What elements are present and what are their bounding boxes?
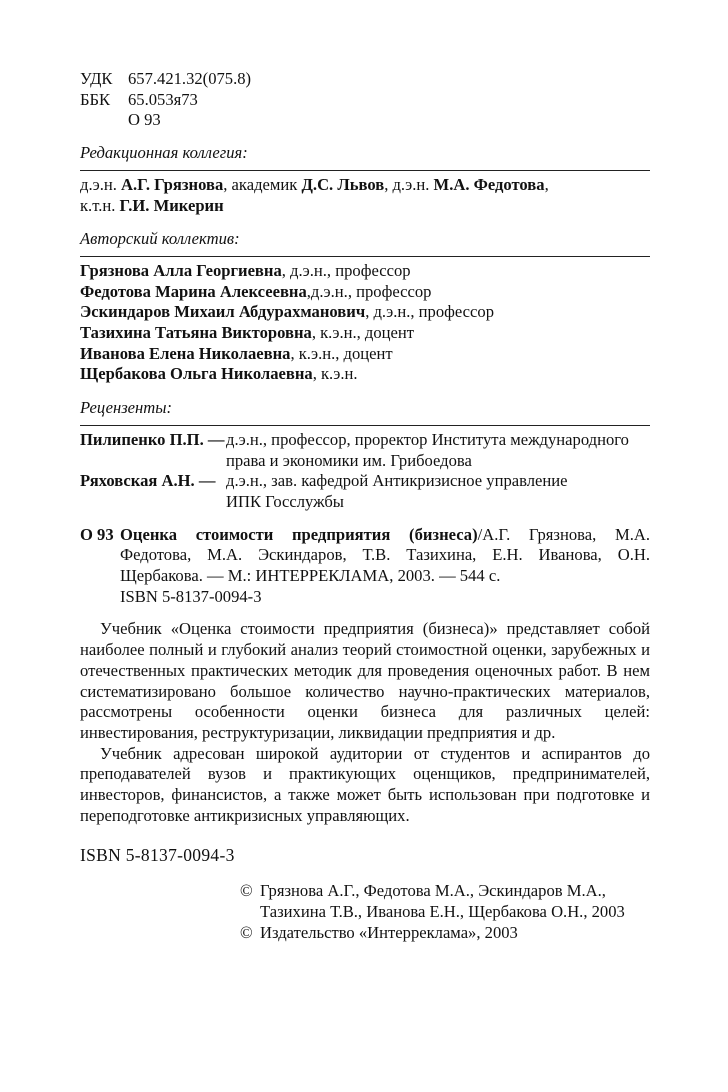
copyright-text bbox=[260, 923, 650, 944]
record-authors-imprint: /А.Г. Грязнова, М.А. Федотова, М.А. Эскиндаров, Т.В. Тазихина, Е.Н. Иванова, О.Н. Щербакова. — М.: ИНТЕРРЕКЛАМА, 2003. — 544 с. bbox=[120, 524, 650, 586]
editorial-member: Д.С. Львов bbox=[301, 174, 385, 194]
author-item bbox=[80, 364, 650, 385]
editorial-board bbox=[80, 175, 650, 216]
reviewer-affiliation bbox=[226, 471, 650, 512]
udk-label: УДК bbox=[80, 69, 113, 88]
editorial-line-2 bbox=[80, 196, 650, 217]
editorial-degree: , академик bbox=[223, 174, 302, 194]
copyright-line: Грязнова А.Г., Федотова М.А., Эскиндаров М.А., bbox=[260, 881, 606, 901]
author-item bbox=[80, 323, 650, 344]
authors-list bbox=[80, 261, 650, 385]
author-title: , к.э.н., доцент bbox=[290, 343, 393, 363]
reviewer-name: Ряховская А.Н. — bbox=[80, 471, 216, 491]
copyright-block bbox=[240, 881, 650, 943]
reviewer-item bbox=[80, 471, 650, 512]
editorial-member: Г.И. Микерин bbox=[119, 195, 224, 215]
reviewer-affiliation-line: ИПК Госслужбы bbox=[226, 491, 344, 511]
copyright-line: Тазихина Т.В., Иванова Е.Н., Щербакова О.Н., 2003 bbox=[260, 901, 625, 921]
reviewers-list bbox=[80, 430, 650, 513]
editorial-heading: Редакционная коллегия: bbox=[80, 143, 248, 163]
editorial-line-1 bbox=[80, 175, 650, 196]
copyright-item bbox=[240, 923, 650, 944]
divider bbox=[80, 425, 650, 426]
reviewer-affiliation-line: д.э.н., зав. кафедрой Антикризисное управление bbox=[226, 471, 568, 491]
annotation-paragraph: Учебник адресован широкой аудитории от студентов и аспирантов до преподавателей вузов и практикующих оценщиков, предпринимателей, инвесторов, финансистов, а также может быть использован при подготовке и переподготовке антикризисных управляющих. bbox=[80, 743, 650, 825]
udk-value: 657.421.32(075.8) bbox=[128, 69, 252, 88]
author-item bbox=[80, 282, 650, 303]
bbk-row bbox=[80, 90, 650, 111]
reviewer-affiliation-line: права и экономики им. Грибоедова bbox=[226, 450, 472, 470]
bibliographic-record bbox=[80, 525, 650, 608]
reviewer-item bbox=[80, 430, 650, 471]
divider bbox=[80, 256, 650, 257]
author-title: , д.э.н., профессор bbox=[281, 260, 411, 280]
author-name: Эскиндаров Михаил Абдурахманович bbox=[80, 302, 366, 322]
annotation-paragraph: Учебник «Оценка стоимости предприятия (бизнеса)» представляет собой наиболее полный и глубокий анализ теорий стоимостной оценки, зарубежных и отечественных практических методик для проведения оценочных работ. В нем систематизировано большое количество научно-практических материалов, рассмотрены особенности оценки бизнеса для различных целей: инвестирования, реструктуризации, ликвидации предприятия и др. bbox=[80, 619, 650, 742]
record-isbn: ISBN 5-8137-0094-3 bbox=[120, 586, 262, 606]
reviewer-name: Пилипенко П.П. — bbox=[80, 429, 225, 449]
editorial-degree: к.т.н. bbox=[80, 195, 120, 215]
author-item bbox=[80, 261, 650, 282]
author-name: Федотова Марина Алексеевна bbox=[80, 281, 307, 301]
annotation bbox=[80, 619, 650, 826]
reviewers-heading: Рецензенты: bbox=[80, 398, 173, 418]
copyright-item bbox=[240, 881, 650, 922]
author-title: ,д.э.н., профессор bbox=[306, 281, 432, 301]
isbn-footer: ISBN 5-8137-0094-3 bbox=[80, 844, 235, 865]
bbk-label: ББК bbox=[80, 89, 111, 109]
authors-heading: Авторский коллектив: bbox=[80, 229, 240, 249]
author-name: Тазихина Татьяна Викторовна bbox=[80, 323, 312, 343]
editorial-degree: , д.э.н. bbox=[384, 174, 434, 194]
editorial-member: М.А. Федотова bbox=[433, 174, 545, 194]
editorial-member: А.Г. Грязнова bbox=[121, 174, 224, 194]
author-item bbox=[80, 302, 650, 323]
copyright-icon: © bbox=[240, 922, 253, 942]
editorial-degree: д.э.н. bbox=[80, 174, 122, 194]
editorial-punct: , bbox=[544, 174, 549, 194]
record-body bbox=[120, 525, 650, 608]
book-title: Оценка стоимости предприятия (бизнеса) bbox=[120, 524, 478, 544]
bbk-value: 65.053я73 bbox=[128, 89, 198, 109]
author-name: Грязнова Алла Георгиевна bbox=[80, 260, 282, 280]
classification-codes bbox=[80, 69, 650, 131]
reviewer-affiliation-line: д.э.н., профессор, проректор Института международного bbox=[226, 429, 629, 449]
author-title: , к.э.н., доцент bbox=[311, 323, 415, 343]
reviewer-affiliation bbox=[226, 430, 650, 471]
author-item bbox=[80, 344, 650, 365]
author-title: , к.э.н. bbox=[312, 364, 358, 384]
udk-row bbox=[80, 69, 650, 90]
record-code: О 93 bbox=[80, 524, 114, 544]
author-mark: О 93 bbox=[128, 110, 161, 130]
copyright-line: Издательство «Интерреклама», 2003 bbox=[260, 922, 518, 942]
author-title: , д.э.н., профессор bbox=[365, 302, 494, 322]
author-name: Иванова Елена Николаевна bbox=[80, 343, 291, 363]
copyright-text bbox=[260, 881, 650, 922]
divider bbox=[80, 170, 650, 171]
author-name: Щербакова Ольга Николаевна bbox=[80, 364, 313, 384]
copyright-icon: © bbox=[240, 881, 253, 901]
